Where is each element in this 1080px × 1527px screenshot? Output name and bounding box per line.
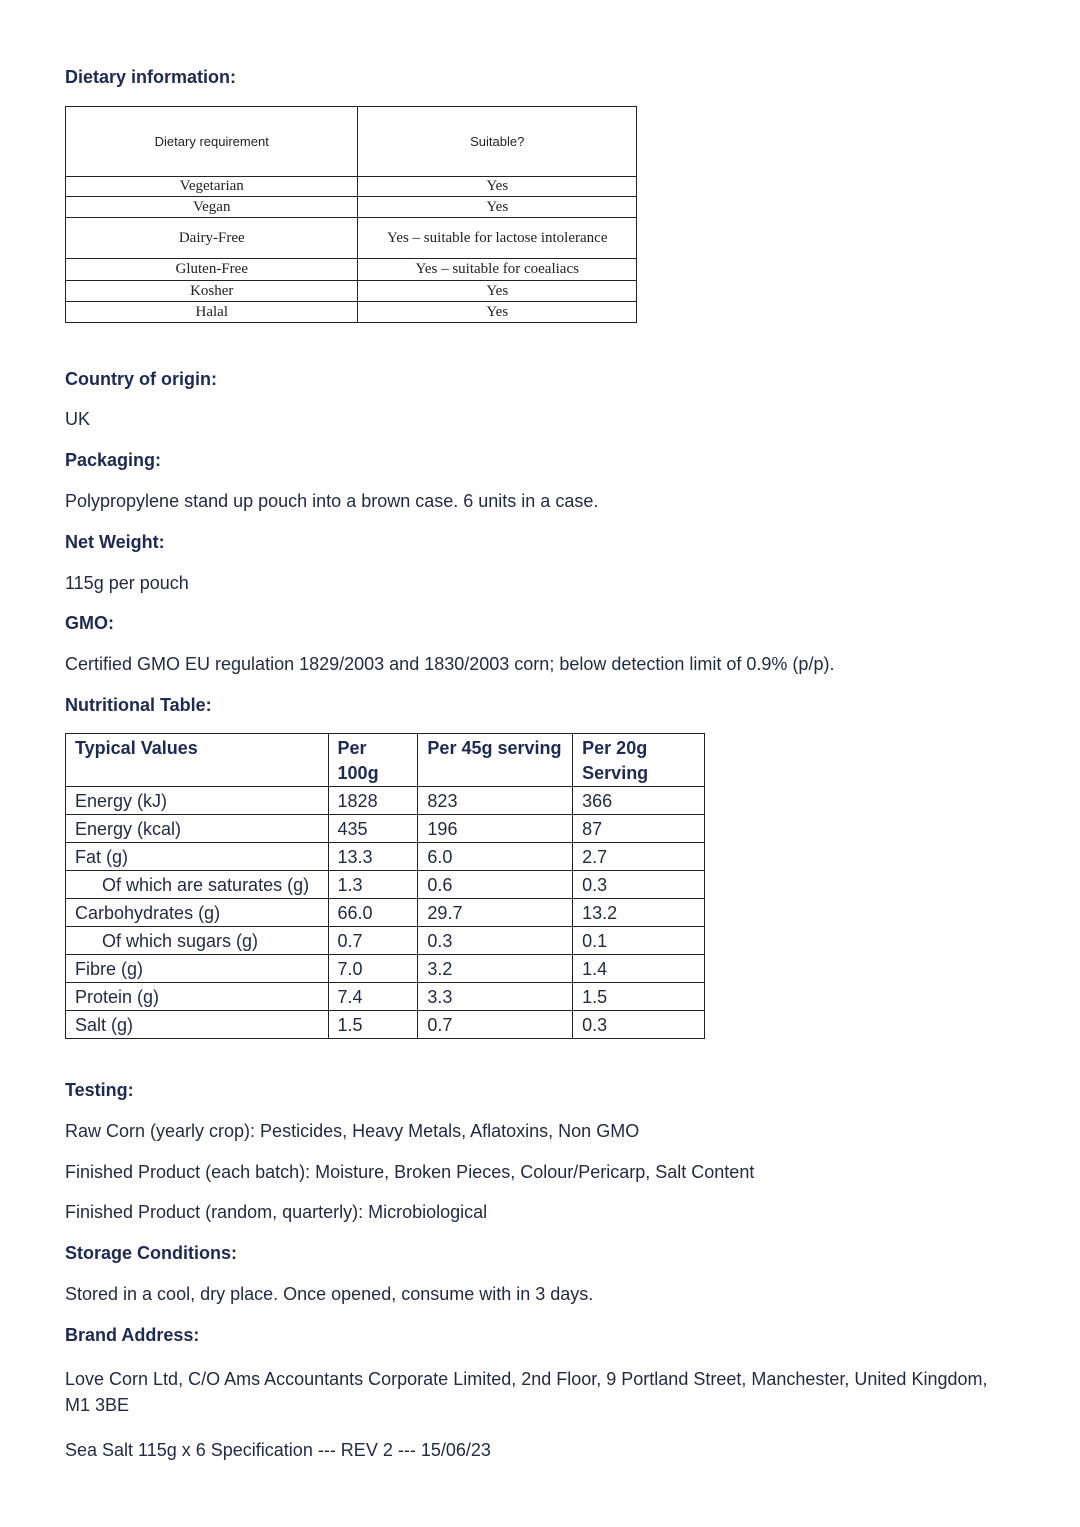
dietary-requirement: Dairy-Free [66, 218, 358, 259]
nutrition-per100: 1.3 [328, 871, 418, 899]
dietary-requirement: Vegetarian [66, 177, 358, 197]
nutrition-per100: 435 [328, 815, 418, 843]
nutrition-per100: 66.0 [328, 899, 418, 927]
nutrition-row [66, 843, 705, 871]
nutrition-per20: 13.2 [573, 899, 705, 927]
dietary-row [66, 197, 637, 218]
country-value: UK [65, 409, 91, 429]
nutrition-per20: 0.3 [573, 1011, 705, 1039]
dietary-requirement: Kosher [66, 281, 358, 302]
nutrition-label: Fat (g) [66, 843, 329, 871]
country-heading: Country of origin: [65, 369, 217, 389]
dietary-row [66, 218, 637, 259]
nutrition-row [66, 899, 705, 927]
brand-address-heading: Brand Address: [65, 1325, 200, 1345]
nutrition-per45: 29.7 [418, 899, 573, 927]
nutrition-row [66, 983, 705, 1011]
dietary-row [66, 302, 637, 323]
dietary-header-suitable: Suitable? [358, 107, 637, 177]
packaging-value: Polypropylene stand up pouch into a brown case. 6 units in a case. [65, 491, 599, 511]
dietary-header-requirement: Dietary requirement [66, 107, 358, 177]
nutrition-per100: 0.7 [328, 927, 418, 955]
storage-value: Stored in a cool, dry place. Once opened, consume with in 3 days. [65, 1284, 594, 1304]
nutrition-header-row [66, 734, 705, 787]
nutrition-per20: 0.1 [573, 927, 705, 955]
nutrition-per100: 13.3 [328, 843, 418, 871]
nutrition-per20: 2.7 [573, 843, 705, 871]
nutrition-row [66, 1011, 705, 1039]
nutrition-label: Energy (kJ) [66, 787, 329, 815]
dietary-row [66, 259, 637, 281]
dietary-requirement: Gluten-Free [66, 259, 358, 281]
nutrition-label: Energy (kcal) [66, 815, 329, 843]
document-footer: Sea Salt 115g x 6 Specification --- REV 2 --- 15/06/23 [65, 1440, 491, 1460]
brand-address-value: Love Corn Ltd, C/O Ams Accountants Corporate Limited, 2nd Floor, 9 Portland Street, Manchester, United Kingdom, M1 3BE [65, 1369, 988, 1415]
dietary-requirement: Vegan [66, 197, 358, 218]
nutrition-per45: 196 [418, 815, 573, 843]
testing-line: Finished Product (each batch): Moisture, Broken Pieces, Colour/Pericarp, Salt Content [65, 1162, 755, 1182]
nutrition-per20: 366 [573, 787, 705, 815]
storage-heading: Storage Conditions: [65, 1243, 237, 1263]
dietary-suitable: Yes [358, 177, 637, 197]
nutrition-label: Carbohydrates (g) [66, 899, 329, 927]
dietary-heading: Dietary information: [65, 67, 237, 87]
dietary-suitable: Yes [358, 197, 637, 218]
nutrition-label: Protein (g) [66, 983, 329, 1011]
nutrition-header-typical: Typical Values [66, 734, 329, 787]
nutrition-row [66, 871, 705, 899]
nutrition-per45: 0.7 [418, 1011, 573, 1039]
nutrition-per45: 3.2 [418, 955, 573, 983]
nutrition-label: Of which are saturates (g) [66, 871, 329, 899]
net-weight-value: 115g per pouch [65, 573, 189, 593]
dietary-suitable: Yes – suitable for coealiacs [358, 259, 637, 281]
nutrition-heading: Nutritional Table: [65, 695, 212, 715]
nutrition-row [66, 927, 705, 955]
testing-line: Raw Corn (yearly crop): Pesticides, Heavy Metals, Aflatoxins, Non GMO [65, 1121, 640, 1141]
nutrition-per20: 1.4 [573, 955, 705, 983]
testing-heading: Testing: [65, 1080, 134, 1100]
nutrition-row [66, 955, 705, 983]
nutrition-per45: 0.6 [418, 871, 573, 899]
dietary-requirement: Halal [66, 302, 358, 323]
nutrition-per45: 0.3 [418, 927, 573, 955]
nutrition-per100: 1828 [328, 787, 418, 815]
dietary-row [66, 177, 637, 197]
gmo-heading: GMO: [65, 613, 114, 633]
nutrition-header-per100: Per 100g [328, 734, 418, 787]
nutrition-row [66, 815, 705, 843]
nutrition-per45: 823 [418, 787, 573, 815]
nutrition-per100: 7.4 [328, 983, 418, 1011]
nutrition-label: Of which sugars (g) [66, 927, 329, 955]
dietary-suitable: Yes [358, 281, 637, 302]
nutrition-label: Fibre (g) [66, 955, 329, 983]
packaging-heading: Packaging: [65, 450, 162, 470]
dietary-suitable: Yes [358, 302, 637, 323]
net-weight-heading: Net Weight: [65, 532, 165, 552]
nutrition-per20: 1.5 [573, 983, 705, 1011]
nutrition-per100: 7.0 [328, 955, 418, 983]
nutrition-row [66, 787, 705, 815]
dietary-header-row [66, 107, 637, 177]
nutrition-label: Salt (g) [66, 1011, 329, 1039]
nutrition-per45: 6.0 [418, 843, 573, 871]
nutrition-table [65, 733, 705, 1039]
nutrition-header-per45: Per 45g serving [418, 734, 573, 787]
gmo-value: Certified GMO EU regulation 1829/2003 and 1830/2003 corn; below detection limit of 0.9% (p/p). [65, 654, 835, 674]
nutrition-per20: 0.3 [573, 871, 705, 899]
nutrition-header-per20: Per 20g Serving [573, 734, 705, 787]
dietary-table [65, 106, 637, 323]
dietary-suitable: Yes – suitable for lactose intolerance [358, 218, 637, 259]
dietary-row [66, 281, 637, 302]
nutrition-per45: 3.3 [418, 983, 573, 1011]
nutrition-per100: 1.5 [328, 1011, 418, 1039]
nutrition-per20: 87 [573, 815, 705, 843]
testing-line: Finished Product (random, quarterly): Microbiological [65, 1202, 488, 1222]
